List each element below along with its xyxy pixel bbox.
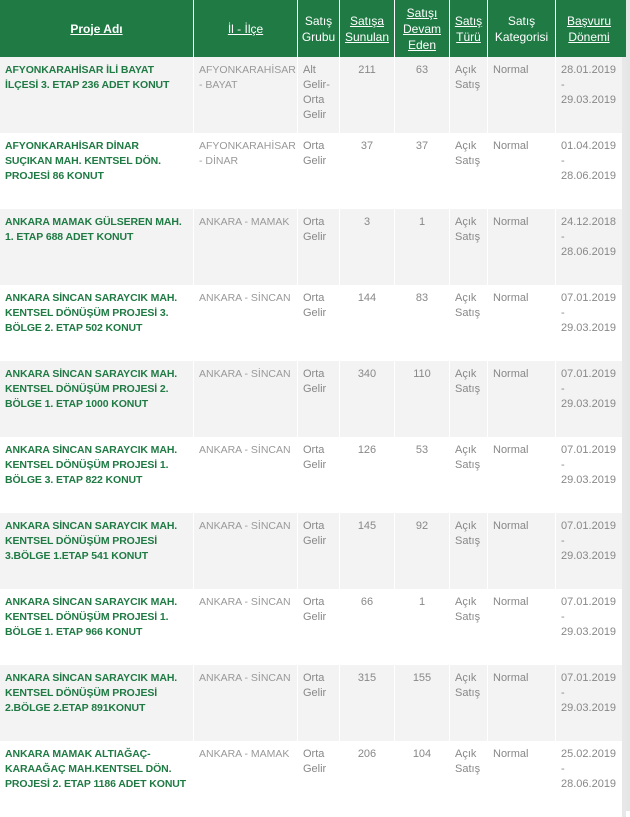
sales-group-cell: Orta Gelir [298,741,340,817]
application-period-cell: 07.01.2019 - 29.03.2019 [556,285,626,361]
sale-category-cell: Normal [488,437,556,513]
offered-count-cell: 3 [340,209,395,285]
sale-category-cell: Normal [488,513,556,589]
sales-group-cell: Orta Gelir [298,589,340,665]
header-satis-kategorisi [488,0,556,57]
offered-count-cell: 340 [340,361,395,437]
ongoing-count-cell: 155 [395,665,450,741]
location-cell: AFYONKARAHİSAR - BAYAT [194,57,298,133]
ongoing-count-cell: 1 [395,589,450,665]
ongoing-count-cell: 110 [395,361,450,437]
application-period-cell: 07.01.2019 - 29.03.2019 [556,513,626,589]
sales-group-cell: Orta Gelir [298,209,340,285]
table-row[interactable] [0,513,626,589]
header-satisi-devam-eden-label: Satışı Devam Eden [402,5,441,52]
project-name-cell[interactable]: AFYONKARAHİSAR İLİ BAYAT İLÇESİ 3. ETAP 236 ADET KONUT [0,57,194,133]
sale-category-cell: Normal [488,665,556,741]
offered-count-cell: 126 [340,437,395,513]
scrollbar-track[interactable] [626,0,630,811]
table-header-row [0,0,626,57]
ongoing-count-cell: 83 [395,285,450,361]
application-period-cell: 07.01.2019 - 29.03.2019 [556,589,626,665]
header-il-ilce-label: İl - İlçe [227,21,264,36]
project-name-cell[interactable]: ANKARA SİNCAN SARAYCIK MAH. KENTSEL DÖNÜŞÜM PROJESİ 1. BÖLGE 1. ETAP 966 KONUT [0,589,194,665]
sale-type-cell: Açık Satış [450,513,488,589]
table-row[interactable] [0,437,626,513]
header-satis-turu-label: Satış Türü [454,13,483,44]
project-name-cell[interactable]: ANKARA SİNCAN SARAYCIK MAH. KENTSEL DÖNÜŞÜM PROJESİ 2.BÖLGE 2.ETAP 891KONUT [0,665,194,741]
application-period-cell: 25.02.2019 - 28.06.2019 [556,741,626,817]
sort-satisi-devam-eden-header[interactable] [395,0,450,57]
location-cell: ANKARA - SİNCAN [194,437,298,513]
project-name-cell[interactable]: ANKARA SİNCAN SARAYCIK MAH. KENTSEL DÖNÜŞÜM PROJESİ 3.BÖLGE 1.ETAP 541 KONUT [0,513,194,589]
sales-group-cell: Alt Gelir-Orta Gelir [298,57,340,133]
header-satis-grubu [298,0,340,57]
location-cell: ANKARA - SİNCAN [194,589,298,665]
application-period-cell: 07.01.2019 - 29.03.2019 [556,437,626,513]
table-row[interactable] [0,665,626,741]
sale-category-cell: Normal [488,741,556,817]
sale-type-cell: Açık Satış [450,57,488,133]
ongoing-count-cell: 1 [395,209,450,285]
ongoing-count-cell: 53 [395,437,450,513]
sale-category-cell: Normal [488,133,556,209]
location-cell: AFYONKARAHİSAR - DİNAR [194,133,298,209]
table-row[interactable] [0,209,626,285]
location-cell: ANKARA - SİNCAN [194,665,298,741]
sale-category-cell: Normal [488,589,556,665]
sale-type-cell: Açık Satış [450,361,488,437]
offered-count-cell: 315 [340,665,395,741]
table-row[interactable] [0,361,626,437]
ongoing-count-cell: 63 [395,57,450,133]
ongoing-count-cell: 104 [395,741,450,817]
location-cell: ANKARA - SİNCAN [194,361,298,437]
sales-group-cell: Orta Gelir [298,513,340,589]
sale-category-cell: Normal [488,57,556,133]
sales-group-cell: Orta Gelir [298,361,340,437]
sale-type-cell: Açık Satış [450,209,488,285]
project-name-cell[interactable]: ANKARA SİNCAN SARAYCIK MAH. KENTSEL DÖNÜŞÜM PROJESİ 3. BÖLGE 2. ETAP 502 KONUT [0,285,194,361]
table-row[interactable] [0,133,626,209]
project-name-cell[interactable]: ANKARA SİNCAN SARAYCIK MAH. KENTSEL DÖNÜŞÜM PROJESİ 2. BÖLGE 1. ETAP 1000 KONUT [0,361,194,437]
location-cell: ANKARA - SİNCAN [194,513,298,589]
sales-group-cell: Orta Gelir [298,437,340,513]
offered-count-cell: 144 [340,285,395,361]
location-cell: ANKARA - MAMAK [194,209,298,285]
offered-count-cell: 145 [340,513,395,589]
sale-category-cell: Normal [488,285,556,361]
sale-category-cell: Normal [488,361,556,437]
sales-group-cell: Orta Gelir [298,285,340,361]
sale-type-cell: Açık Satış [450,741,488,817]
table-row[interactable] [0,741,626,817]
application-period-cell: 07.01.2019 - 29.03.2019 [556,361,626,437]
offered-count-cell: 37 [340,133,395,209]
sort-proje-adi-header[interactable] [0,0,194,57]
ongoing-count-cell: 37 [395,133,450,209]
sort-il-ilce-header[interactable] [194,0,298,57]
application-period-cell: 07.01.2019 - 29.03.2019 [556,665,626,741]
header-satisa-sunulan-label: Satışa Sunulan [344,13,390,44]
project-name-cell[interactable]: ANKARA MAMAK GÜLSEREN MAH. 1. ETAP 688 ADET KONUT [0,209,194,285]
header-satis-kategorisi-label: Satış Kategorisi [494,13,549,44]
application-period-cell: 24.12.2018 - 28.06.2019 [556,209,626,285]
sale-type-cell: Açık Satış [450,437,488,513]
sale-type-cell: Açık Satış [450,133,488,209]
project-name-cell[interactable]: ANKARA SİNCAN SARAYCIK MAH. KENTSEL DÖNÜŞÜM PROJESİ 1. BÖLGE 3. ETAP 822 KONUT [0,437,194,513]
sort-satis-turu-header[interactable] [450,0,488,57]
offered-count-cell: 211 [340,57,395,133]
sort-satisa-sunulan-header[interactable] [340,0,395,57]
application-period-cell: 28.01.2019 - 29.03.2019 [556,57,626,133]
location-cell: ANKARA - SİNCAN [194,285,298,361]
ongoing-count-cell: 92 [395,513,450,589]
application-period-cell: 01.04.2019 - 28.06.2019 [556,133,626,209]
offered-count-cell: 206 [340,741,395,817]
sale-type-cell: Açık Satış [450,665,488,741]
header-basvuru-donemi-label: Başvuru Dönemi [566,13,612,44]
sort-basvuru-donemi-header[interactable] [556,0,626,57]
sale-type-cell: Açık Satış [450,589,488,665]
project-name-cell[interactable]: ANKARA MAMAK ALTIAĞAÇ-KARAAĞAÇ MAH.KENTSEL DÖN. PROJESİ 2. ETAP 1186 ADET KONUT [0,741,194,817]
header-proje-adi-label: Proje Adı [70,21,123,36]
sale-type-cell: Açık Satış [450,285,488,361]
offered-count-cell: 66 [340,589,395,665]
sale-category-cell: Normal [488,209,556,285]
table-row[interactable] [0,285,626,361]
project-name-cell[interactable]: AFYONKARAHİSAR DİNAR SUÇIKAN MAH. KENTSEL DÖN. PROJESİ 86 KONUT [0,133,194,209]
header-satis-grubu-label: Satış Grubu [301,13,336,44]
table-row[interactable] [0,57,626,133]
sales-group-cell: Orta Gelir [298,133,340,209]
table-row[interactable] [0,589,626,665]
sales-group-cell: Orta Gelir [298,665,340,741]
location-cell: ANKARA - MAMAK [194,741,298,817]
